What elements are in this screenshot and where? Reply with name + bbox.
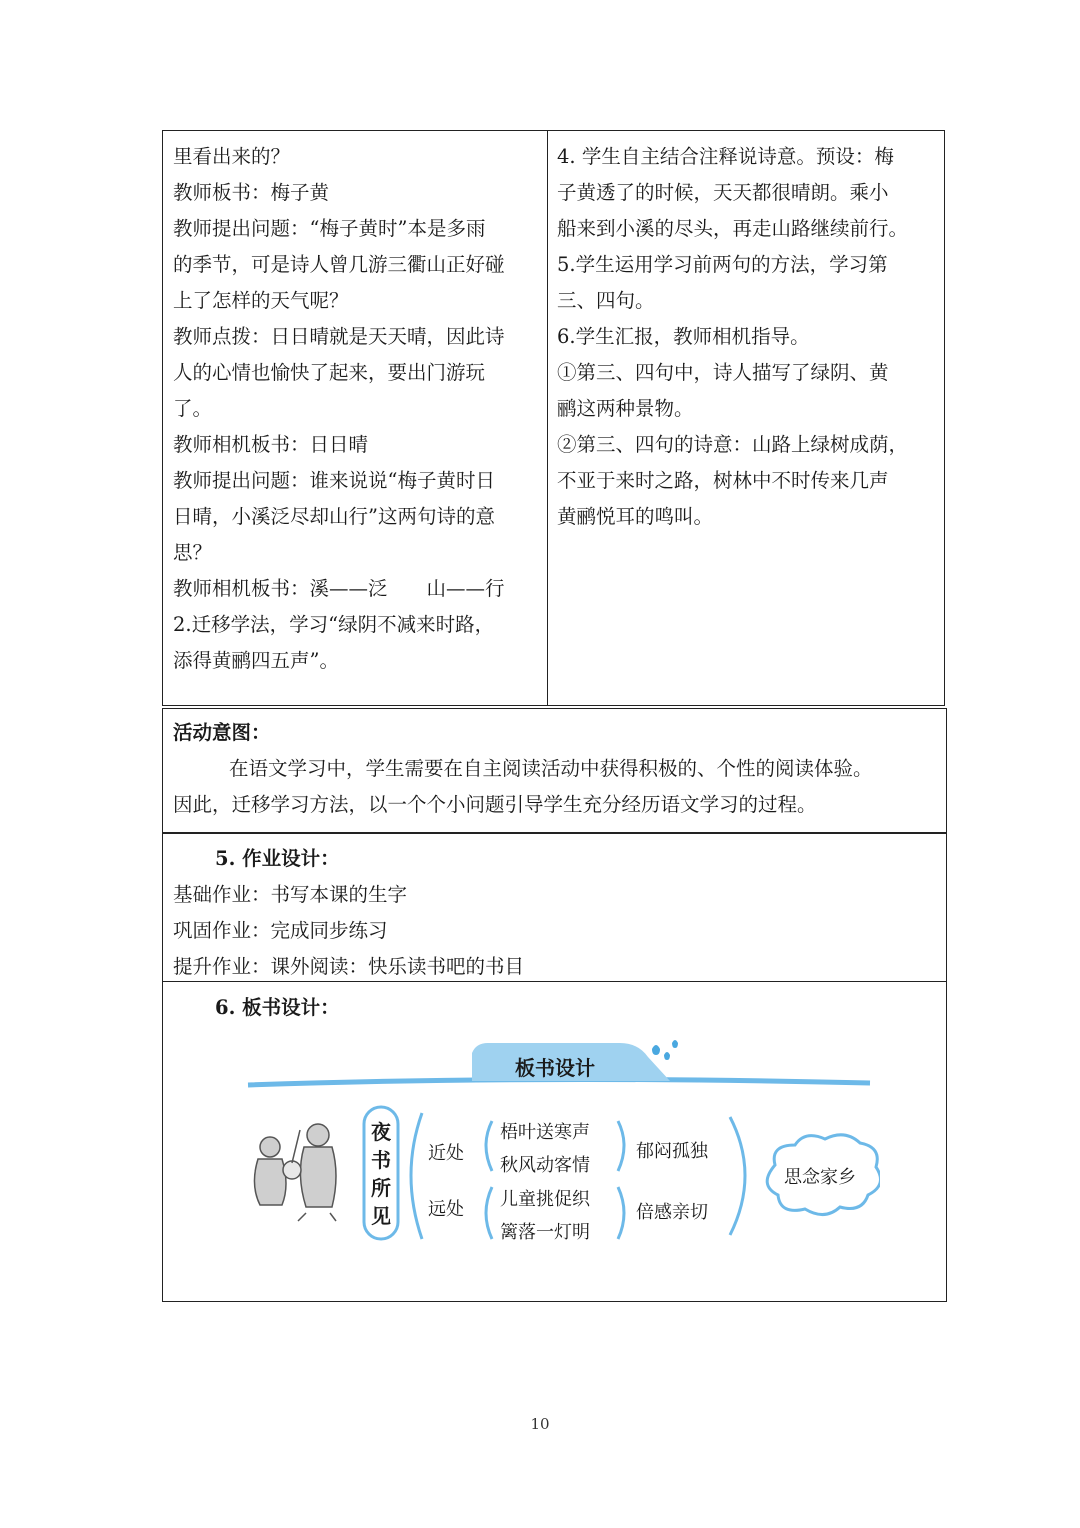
section-title: 5. 作业设计： (215, 847, 340, 870)
text-line: 5.学生运用学习前两句的方法，学习第 (557, 253, 888, 276)
text-line: 教师板书：梅子黄 (173, 181, 330, 204)
drop-icon (672, 1040, 678, 1048)
lesson-table (162, 130, 945, 706)
children-illustration-icon (254, 1124, 336, 1221)
page-number: 10 (530, 1415, 550, 1433)
text-line: 的季节，可是诗人曾几游三衢山正好碰 (173, 253, 505, 276)
text-line: 鹂这两种景物。 (557, 397, 694, 420)
poem-line: 篱落一灯明 (500, 1222, 590, 1243)
poem-title-char: 书 (371, 1148, 391, 1172)
text-line: 黄鹂悦耳的鸣叫。 (557, 505, 714, 528)
text-line: 教师提出问题：谁来说说“梅子黄时日 (173, 469, 495, 492)
feeling-text: 郁闷孤独 (636, 1141, 708, 1162)
banner-title: 板书设计 (515, 1056, 595, 1080)
text-line: ②第三、四句的诗意：山路上绿树成荫， (557, 433, 909, 456)
text-line: 里看出来的？ (173, 145, 291, 168)
left-bracket (411, 1113, 422, 1239)
text-line: 子黄透了的时候，天天都很晴朗。乘小 (557, 181, 889, 204)
homework-section (162, 832, 947, 982)
poem-line: 儿童挑促织 (500, 1189, 590, 1210)
theme-text: 思念家乡 (784, 1167, 856, 1188)
text-line: 教师相机板书：日日晴 (173, 433, 369, 456)
feeling-text: 倍感亲切 (636, 1202, 708, 1223)
near-label: 近处 (428, 1143, 464, 1164)
homework-item: 基础作业：书写本课的生字 (173, 883, 408, 906)
drop-icon (664, 1052, 670, 1060)
poem-title-char: 夜 (371, 1120, 391, 1144)
text-line: 思？ (173, 541, 213, 564)
text-line: 4. 学生自主结合注释说诗意。预设：梅 (557, 145, 894, 168)
poem-line: 梧叶送寒声 (500, 1122, 590, 1143)
board-diagram (240, 1035, 880, 1250)
far-label: 远处 (428, 1199, 464, 1220)
left-bracket (486, 1121, 492, 1171)
teacher-column (163, 131, 548, 705)
right-bracket (618, 1121, 624, 1171)
right-bracket (618, 1187, 624, 1239)
left-bracket (486, 1187, 492, 1239)
text-line: ①第三、四句中，诗人描写了绿阴、黄 (557, 361, 889, 384)
text-line: 不亚于来时之路，树林中不时传来几声 (557, 469, 889, 492)
text-line: 教师相机板书：溪——泛 山——行 (173, 577, 505, 600)
text-line: 在语文学习中，学生需要在自主阅读活动中获得积极的、个性的阅读体验。 (229, 757, 873, 780)
poem-title-char: 所 (371, 1176, 391, 1200)
text-line: 日晴，小溪泛尽却山行”这两句诗的意 (173, 505, 495, 528)
right-bracket (730, 1117, 745, 1235)
text-line: 船来到小溪的尽头，再走山路继续前行。 (557, 217, 909, 240)
text-line: 6.学生汇报，教师相机指导。 (557, 325, 810, 348)
student-column (548, 131, 944, 705)
text-line: 因此，迁移学习方法，以一个个小问题引导学生充分经历语文学习的过程。 (173, 793, 817, 816)
text-line: 2.迁移学法，学习“绿阴不减来时路， (173, 613, 495, 636)
section-title: 6. 板书设计： (215, 996, 340, 1019)
homework-item: 提升作业：课外阅读：快乐读书吧的书目 (173, 955, 525, 978)
text-line: 了。 (173, 397, 213, 420)
text-line: 教师点拨：日日晴就是天天晴，因此诗 (173, 325, 505, 348)
text-line: 三、四句。 (557, 289, 655, 312)
homework-item: 巩固作业：完成同步练习 (173, 919, 388, 942)
section-title: 活动意图： (173, 721, 271, 744)
text-line: 人的心情也愉快了起来，要出门游玩 (173, 361, 486, 384)
text-line: 添得黄鹂四五声”。 (173, 649, 339, 672)
poem-line: 秋风动客情 (500, 1155, 590, 1176)
text-line: 教师提出问题：“梅子黄时”本是多雨 (173, 217, 486, 240)
text-line: 上了怎样的天气呢？ (173, 289, 349, 312)
drop-icon (652, 1045, 660, 1055)
activity-intent-section (162, 708, 947, 834)
poem-title-char: 见 (371, 1204, 391, 1228)
